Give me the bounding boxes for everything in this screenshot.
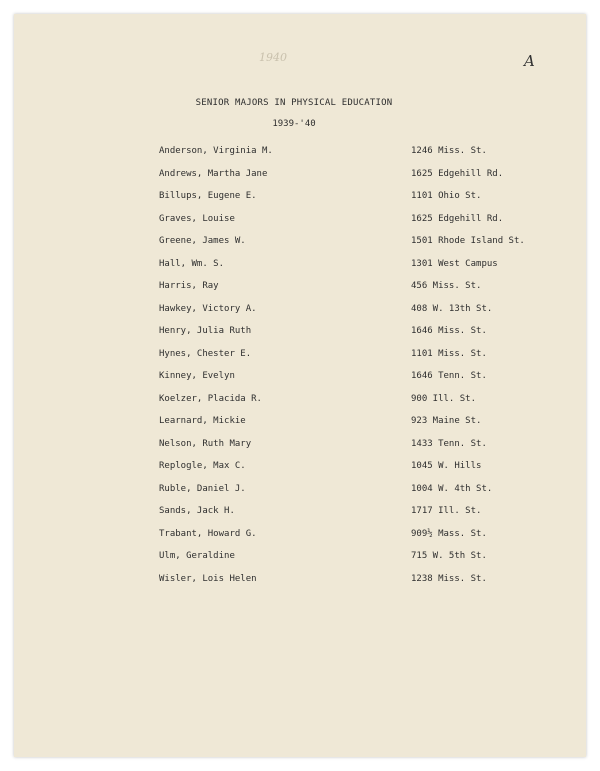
entry-address: 1501 Rhode Island St.: [411, 236, 525, 246]
entry-address: 1301 West Campus: [411, 258, 498, 269]
entry-address: 909½ Mass. St.: [411, 528, 487, 539]
list-item: [14, 484, 586, 500]
entry-name: Graves, Louise: [159, 213, 235, 224]
entry-name: Koelzer, Placida R.: [159, 393, 262, 404]
list-item: [14, 214, 586, 230]
entry-name: Hall, Wm. S.: [159, 258, 225, 269]
list-item: [14, 506, 586, 522]
pencil-annotation: 1940: [259, 51, 287, 64]
list-item: [14, 304, 586, 320]
entry-name: Ulm, Geraldine: [159, 551, 235, 561]
entry-address: 1646 Miss. St.: [411, 326, 487, 336]
entry-address: 408 W. 13th St.: [411, 303, 493, 314]
entry-name: Hawkey, Victory A.: [159, 303, 257, 314]
list-item: [14, 371, 586, 387]
entry-address: 1646 Tenn. St.: [411, 371, 487, 381]
entry-name: Billups, Eugene E.: [159, 191, 257, 201]
list-item: [14, 461, 586, 477]
entry-name: Nelson, Ruth Mary: [159, 438, 252, 449]
entry-address: 1045 W. Hills: [411, 461, 482, 471]
document-page: [14, 14, 586, 757]
entry-name: Wisler, Lois Helen: [159, 573, 257, 584]
list-item: [14, 236, 586, 252]
corner-mark: A: [524, 52, 535, 70]
entry-address: 1238 Miss. St.: [411, 573, 487, 584]
list-item: [14, 574, 586, 590]
list-item: [14, 169, 586, 185]
list-item: [14, 349, 586, 365]
entry-name: Andrews, Martha Jane: [159, 168, 268, 179]
entry-address: 1625 Edgehill Rd.: [411, 213, 504, 224]
entry-name: Hynes, Chester E.: [159, 348, 252, 359]
entry-name: Kinney, Evelyn: [159, 371, 235, 381]
page-subtitle-year: 1939-'40: [272, 119, 316, 129]
entry-address: 1717 Ill. St.: [411, 506, 482, 516]
list-item: [14, 259, 586, 275]
list-item: [14, 326, 586, 342]
entry-name: Trabant, Howard G.: [159, 528, 257, 539]
list-item: [14, 529, 586, 545]
entry-address: 1101 Miss. St.: [411, 348, 487, 359]
entry-name: Learnard, Mickie: [159, 416, 246, 426]
list-item: [14, 394, 586, 410]
entry-address: 1246 Miss. St.: [411, 146, 487, 156]
entry-name: Henry, Julia Ruth: [159, 326, 252, 336]
entry-name: Replogle, Max C.: [159, 461, 246, 471]
entry-address: 715 W. 5th St.: [411, 551, 487, 561]
entry-address: 1433 Tenn. St.: [411, 438, 487, 449]
entry-name: Harris, Ray: [159, 281, 219, 291]
entry-name: Greene, James W.: [159, 236, 246, 246]
entry-address: 1004 W. 4th St.: [411, 483, 493, 494]
entry-name: Sands, Jack H.: [159, 506, 235, 516]
list-item: [14, 551, 586, 567]
page-title: SENIOR MAJORS IN PHYSICAL EDUCATION: [195, 98, 393, 108]
list-item: [14, 416, 586, 432]
entry-name: Anderson, Virginia M.: [159, 146, 273, 156]
entry-address: 456 Miss. St.: [411, 281, 482, 291]
list-item: [14, 281, 586, 297]
list-item: [14, 191, 586, 207]
list-item: [14, 146, 586, 162]
entry-address: 1625 Edgehill Rd.: [411, 168, 504, 179]
entry-address: 923 Maine St.: [411, 416, 482, 426]
entry-address: 1101 Ohio St.: [411, 191, 482, 201]
list-item: [14, 439, 586, 455]
entry-address: 900 Ill. St.: [411, 393, 477, 404]
entry-name: Ruble, Daniel J.: [159, 483, 246, 494]
